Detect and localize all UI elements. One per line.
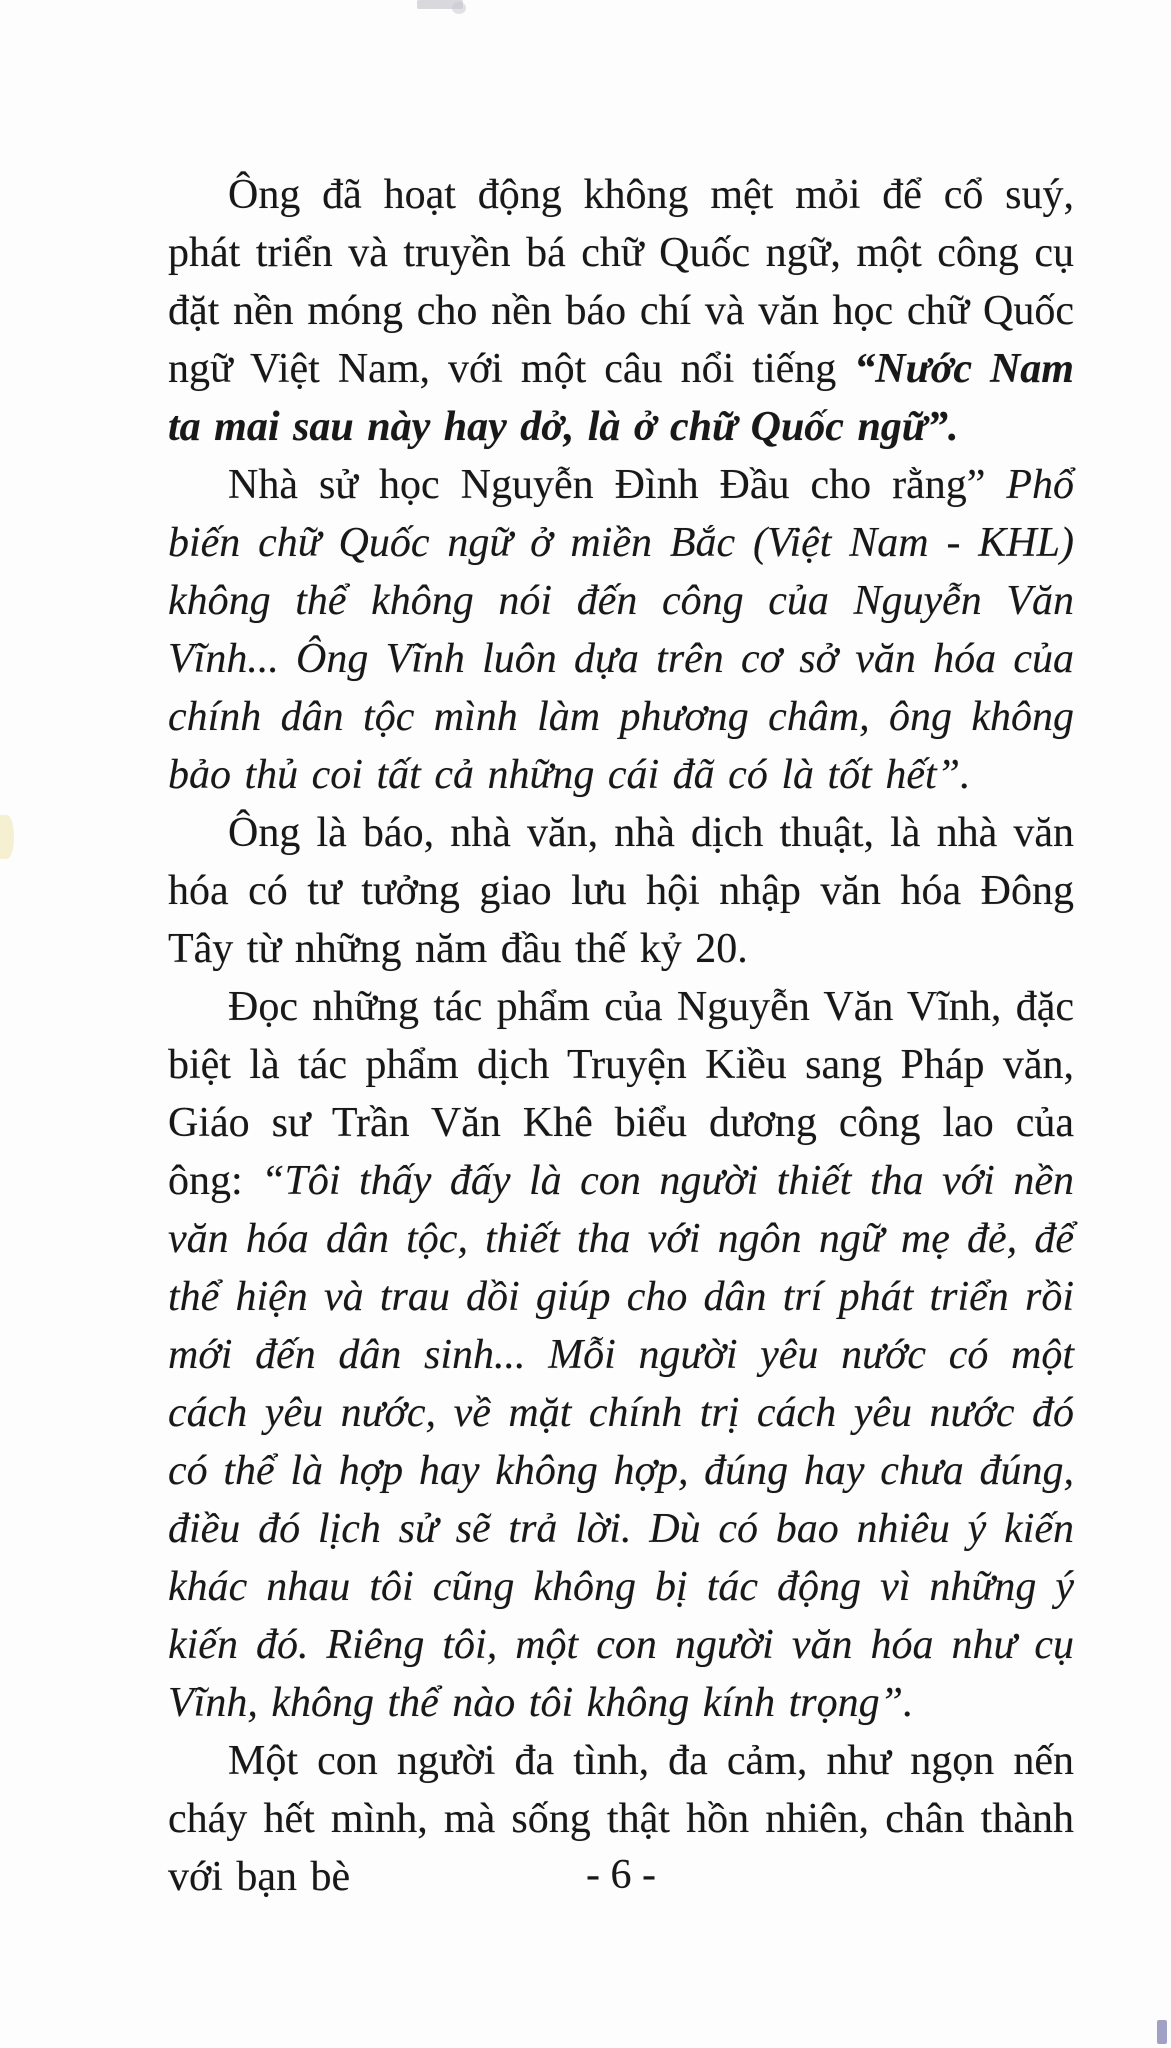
text-run: Nhà sử học Nguyễn Đình Đầu cho rằng” xyxy=(228,462,1007,508)
text-run: “Nước Nam ta mai sau này hay dở, là ở chữ Quốc ngữ”. xyxy=(168,346,1074,450)
scan-artifact-top-blob xyxy=(452,2,466,14)
text-run: Phổ biến chữ Quốc ngữ ở miền Bắc (Việt Nam - KHL) không thể không nói đến công của Nguyễn Văn Vĩnh... Ông Vĩnh luôn dựa trên cơ sở văn hóa của chính dân tộc mình làm phương châm, ông không bảo thủ coi tất cả những cái đã có là tốt hết”. xyxy=(168,462,1074,798)
text-run: Đọc những tác phẩm của Nguyễn Văn Vĩnh, đặc biệt là tác phẩm dịch Truyện Kiều sang Pháp văn, Giáo sư Trần Văn Khê biểu dương công lao của ông: xyxy=(168,984,1074,1204)
text-run: Ông đã hoạt động không mệt mỏi để cổ suý, phát triển và truyền bá chữ Quốc ngữ, một công cụ đặt nền móng cho nền báo chí và văn học chữ Quốc ngữ Việt Nam, với một câu nổi tiếng xyxy=(168,172,1074,392)
paragraph xyxy=(168,978,1074,1732)
page-number: - 6 - xyxy=(586,1852,656,1898)
paragraph xyxy=(168,456,1074,804)
scan-artifact-corner xyxy=(1157,2020,1167,2044)
page-footer xyxy=(168,1846,1074,1904)
scan-artifact-left-smudge xyxy=(0,815,14,859)
paragraph xyxy=(168,166,1074,456)
text-run: “Tôi thấy đấy là con người thiết tha với nền văn hóa dân tộc, thiết tha với ngôn ngữ mẹ đẻ, để thể hiện và trau dồi giúp cho dân trí phát triển rồi mới đến dân sinh... Mỗi người yêu nước có một cách yêu nước, về mặt chính trị cách yêu nước đó có thể là hợp hay không hợp, đúng hay chưa đúng, điều đó lịch sử sẽ trả lời. Dù có bao nhiêu ý kiến khác nhau tôi cũng không bị tác động vì những ý kiến đó. Riêng tôi, một con người văn hóa như cụ Vĩnh, không thể nào tôi không kính trọng”. xyxy=(168,1158,1074,1726)
text-run: Ông là báo, nhà văn, nhà dịch thuật, là nhà văn hóa có tư tưởng giao lưu hội nhập văn hóa Đông Tây từ những năm đầu thế kỷ 20. xyxy=(168,810,1074,972)
scan-artifact-top xyxy=(417,0,463,9)
text-run: Một con người đa tình, đa cảm, như ngọn nến cháy hết mình, mà sống thật hồn nhiên, chân thành với bạn bè xyxy=(168,1738,1074,1900)
paragraph xyxy=(168,804,1074,978)
page-text-block xyxy=(168,166,1074,1906)
